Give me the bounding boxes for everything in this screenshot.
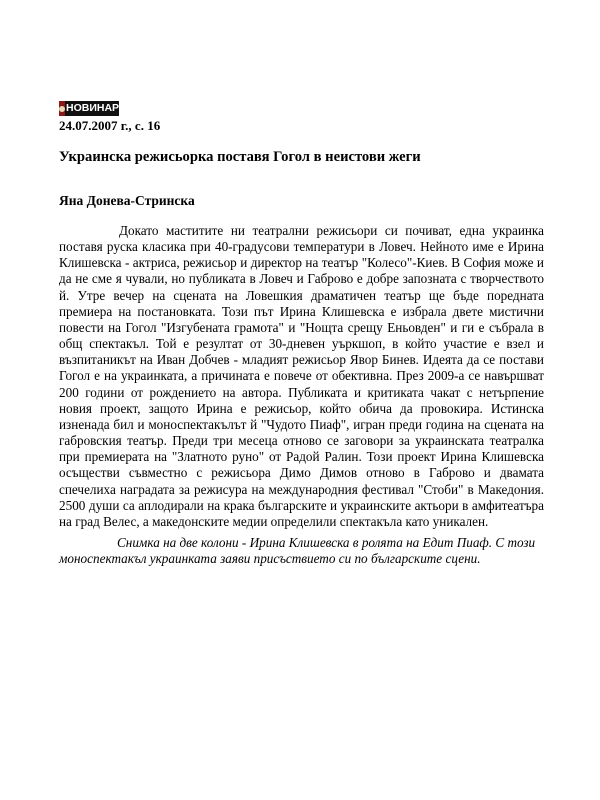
article-headline: Украинска режисьорка поставя Гогол в неистови жеги [59,149,421,165]
publication-date-page: 24.07.2007 г., с. 16 [59,118,161,133]
publication-logo [59,101,119,116]
article-body: Докато маститите ни театрални режисьори си почиват, една украинка поставя руска класика при 40-градусови температури в Ловеч. Нейното име е Ирина Клишевска - актриса, режисьор и директор на театър "Колесо"-Киев. В София може и да не сме я чували, но публиката в Ловеч и Габрово е добре запозната с творчеството й. Утре вечер на сцената на Ловешкия драматичен театър ще бъде поредната премиера на постановката. Този път Ирина Клишевска е избрала двете мистични повести на Гогол "Изгубената грамота" и "Нощта срещу Еньовден" и ги е събрала в общ спектакъл. Той е резултат от 30-дневен уъркшоп, в който участие е взел и възпитаникът на Иван Добчев - младият режисьор Явор Бинев. Идеята да се постави Гогол е на украинката, а причината е повече от обективна. През 2009-а се навършват 200 години от рождението на автора. Публиката и критиката чакат с нетърпение новия проект, защото Ирина е режисьор, който обича да провокира. Истинска изненада бил и моноспектакълът й "Чудото Пиаф", игран преди година на сцената на габровския театър. Преди три месеца отново се заговори за украинската театралка при премиерата на "Златното руно" от Радой Ралин. Този проект Ирина Клишевска осъществи съвместно с режисьора Димо Димов отново в Габрово и двамата спечелиха наградата за режисура на международния фестивал "Стоби" в Македония. 2500 души са аплодирали на крака българските и украинските актьори в амфитеатъра на град Велес, а македонските медии определили спектакъла като уникален. [59,223,544,529]
logo-text: НОВИНАР [66,102,119,114]
photo-caption: Снимка на две колони - Ирина Клишевска в ролята на Едит Пиаф. С този моноспектакъл украинката заяви присъствието си по българските сцени. [59,535,536,567]
article-author: Яна Донева-Стринска [59,193,195,208]
